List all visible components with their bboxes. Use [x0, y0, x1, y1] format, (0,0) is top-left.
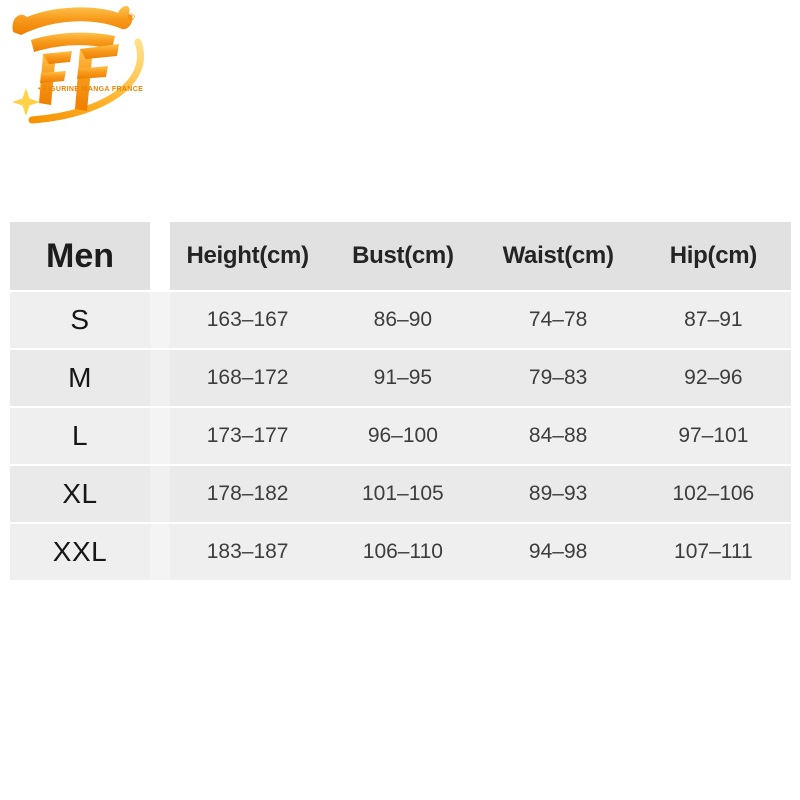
size-label: XXL: [10, 524, 150, 580]
size-label: S: [10, 292, 150, 348]
brand-name: FIGURINE MANGA FRANCE: [43, 86, 144, 93]
bust-value: 96–100: [367, 424, 438, 447]
column-header-hip: Hip(cm): [669, 242, 757, 269]
waist-value: 89–93: [528, 482, 588, 505]
hip-value: 107–111: [674, 540, 753, 563]
size-chart-table: [10, 222, 791, 580]
column-divider: [150, 408, 170, 464]
hip-value: 87–91: [684, 308, 743, 331]
registered-trademark: ®: [128, 12, 135, 22]
column-header-height: Height(cm): [186, 242, 309, 269]
table-row: [10, 350, 791, 406]
table-row: [10, 408, 791, 464]
waist-value: 79–83: [528, 366, 588, 389]
bust-value: 91–95: [373, 366, 433, 389]
height-value: 173–177: [206, 424, 289, 447]
height-value: 178–182: [206, 482, 289, 505]
size-label: L: [10, 408, 150, 464]
table-row: [10, 466, 791, 522]
table-title: Men: [10, 222, 150, 290]
column-divider: [150, 524, 170, 580]
table-header-row: [10, 222, 791, 290]
column-divider: [150, 292, 170, 348]
column-header-bust: Bust(cm): [352, 242, 454, 269]
table-row: [10, 292, 791, 348]
column-divider: [150, 222, 170, 290]
bust-value: 101–105: [361, 482, 444, 505]
size-label: M: [10, 350, 150, 406]
waist-value: 74–78: [528, 308, 588, 331]
bust-value: 106–110: [362, 540, 443, 563]
height-value: 163–167: [206, 308, 289, 331]
waist-value: 84–88: [528, 424, 588, 447]
table-row: [10, 524, 791, 580]
hip-value: 97–101: [678, 424, 749, 447]
brand-logo: [4, 2, 154, 124]
hip-value: 92–96: [684, 366, 743, 389]
height-value: 183–187: [206, 540, 289, 563]
hip-value: 102–106: [672, 482, 755, 505]
sparkle-icon: [12, 88, 40, 116]
waist-value: 94–98: [528, 540, 588, 563]
brand-bullet: •: [38, 86, 41, 93]
height-value: 168–172: [206, 366, 289, 389]
column-divider: [150, 466, 170, 522]
column-header-waist: Waist(cm): [502, 242, 614, 269]
column-divider: [150, 350, 170, 406]
size-label: XL: [10, 466, 150, 522]
bust-value: 86–90: [373, 308, 433, 331]
brand-text: [38, 86, 150, 93]
